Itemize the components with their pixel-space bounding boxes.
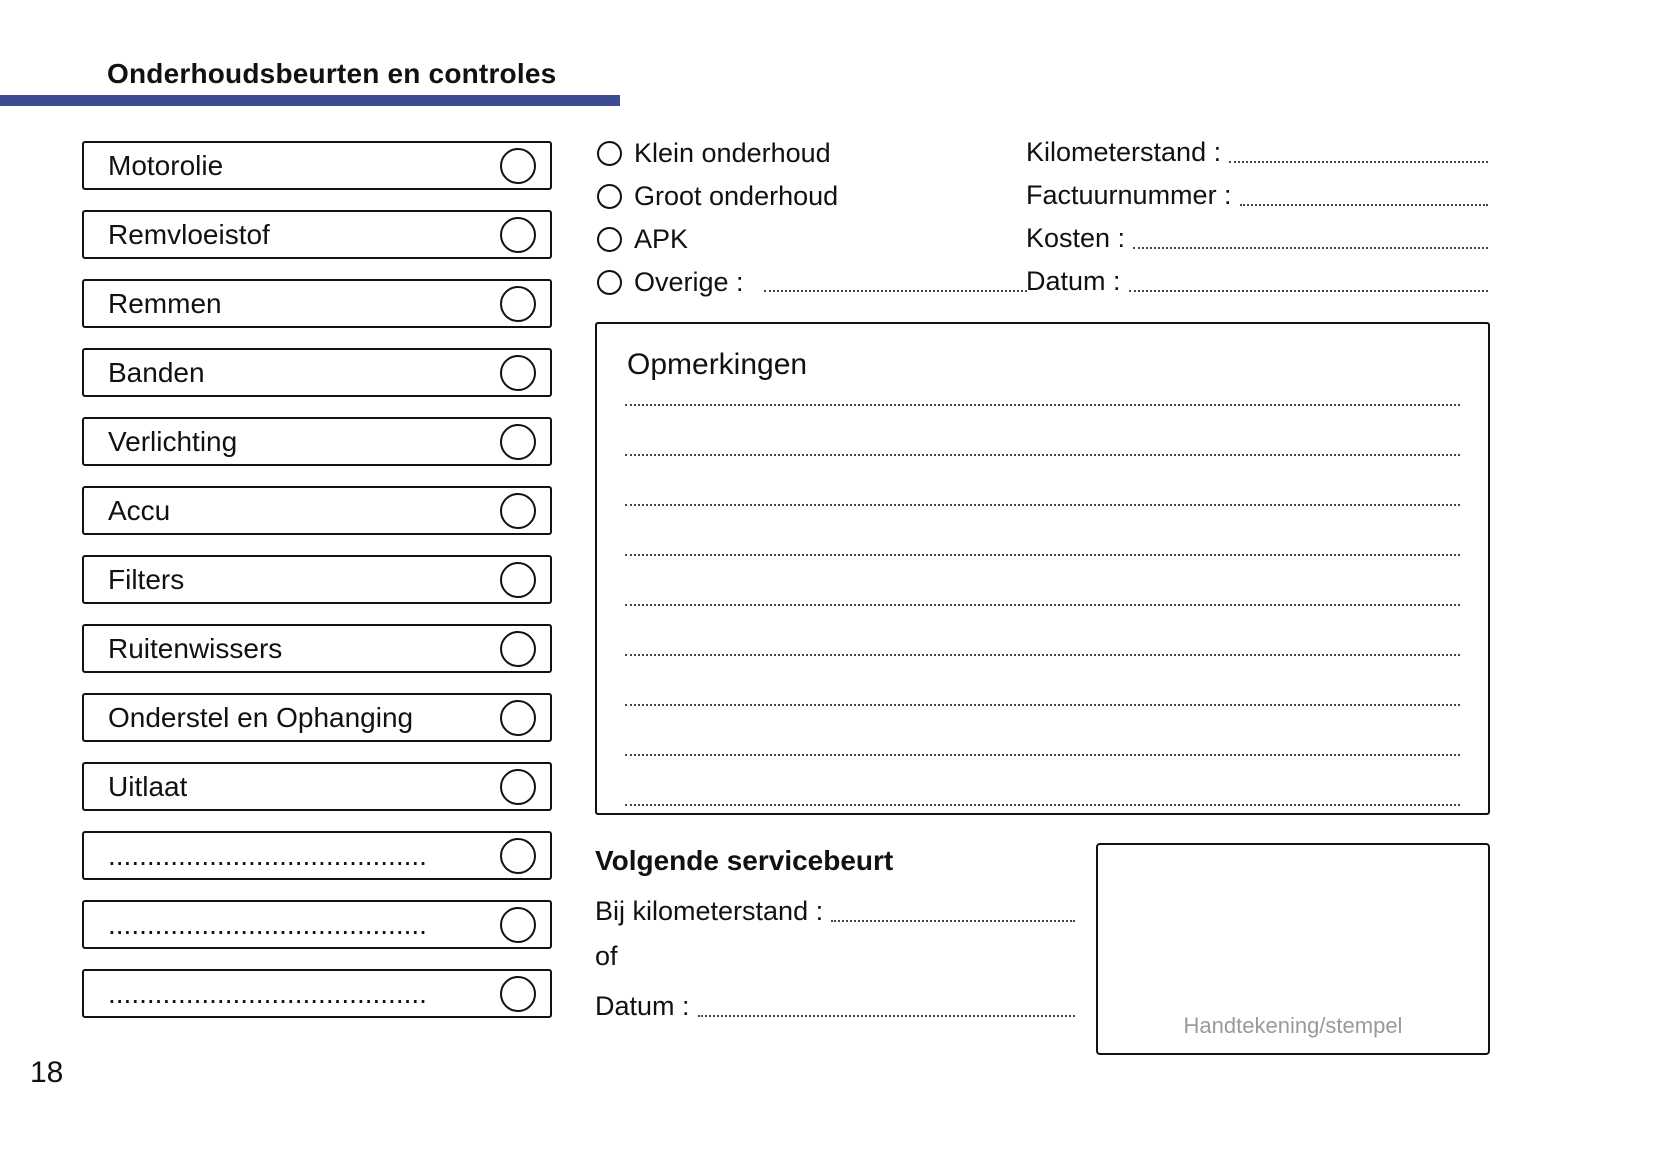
field-write-line[interactable] <box>1240 204 1488 206</box>
remarks-lines <box>625 356 1460 806</box>
check-circle[interactable] <box>500 631 536 667</box>
field-kilometerstand <box>1026 139 1488 168</box>
page-number: 18 <box>30 1056 64 1089</box>
field-label: Kosten : <box>1026 223 1126 253</box>
checklist-item-onderstel <box>82 693 552 742</box>
checklist-item-label: Uitlaat <box>108 770 188 802</box>
option-overige <box>597 268 1027 297</box>
checklist-item-uitlaat <box>82 762 552 811</box>
remarks-writing-line[interactable] <box>625 406 1460 456</box>
field-factuurnummer <box>1026 182 1488 211</box>
service-type-options <box>597 139 1027 297</box>
next-service-km-line[interactable] <box>831 920 1075 922</box>
option-label: Groot onderhoud <box>634 181 839 211</box>
checklist-item-label: Accu <box>108 494 171 526</box>
checklist-item-verlichting <box>82 417 552 466</box>
check-circle[interactable] <box>500 976 536 1012</box>
next-service-or-label: of <box>595 941 618 971</box>
checklist-item-filters <box>82 555 552 604</box>
option-klein-onderhoud <box>597 139 1027 168</box>
title-accent-bar <box>0 95 620 106</box>
checklist-item-label: Banden <box>108 356 205 388</box>
next-service-section <box>595 845 1075 1022</box>
checklist-item-remvloeistof <box>82 210 552 259</box>
remarks-writing-line[interactable] <box>625 556 1460 606</box>
signature-label: Handtekening/stempel <box>1183 1013 1403 1038</box>
option-label: Overige : <box>634 267 744 297</box>
checklist-item-motorolie <box>82 141 552 190</box>
option-groot-onderhoud <box>597 182 1027 211</box>
checklist-item-label: Verlichting <box>108 425 238 457</box>
radio-circle[interactable] <box>597 270 622 295</box>
checklist-item-ruitenwissers <box>82 624 552 673</box>
radio-circle[interactable] <box>597 227 622 252</box>
next-service-date-row <box>595 992 1075 1022</box>
checklist-item-blank-3 <box>82 969 552 1018</box>
remarks-writing-line[interactable] <box>625 756 1460 806</box>
checklist-item-writein[interactable]: ......................................... <box>108 977 427 1009</box>
radio-circle[interactable] <box>597 184 622 209</box>
maintenance-checklist <box>82 141 552 1018</box>
check-circle[interactable] <box>500 907 536 943</box>
field-write-line[interactable] <box>1129 290 1488 292</box>
remarks-writing-line[interactable] <box>625 706 1460 756</box>
next-service-km-row <box>595 897 1075 927</box>
checklist-item-label: Remvloeistof <box>108 218 270 250</box>
field-label: Datum : <box>1026 266 1121 296</box>
remarks-box <box>595 322 1490 815</box>
remarks-writing-line[interactable] <box>625 506 1460 556</box>
next-service-km-label: Bij kilometerstand : <box>595 896 824 926</box>
checklist-item-banden <box>82 348 552 397</box>
checklist-item-label: Motorolie <box>108 149 224 181</box>
checklist-item-label: Onderstel en Ophanging <box>108 701 414 733</box>
checklist-item-label: Filters <box>108 563 185 595</box>
check-circle[interactable] <box>500 562 536 598</box>
checklist-item-label: Remmen <box>108 287 222 319</box>
check-circle[interactable] <box>500 424 536 460</box>
radio-circle[interactable] <box>597 141 622 166</box>
check-circle[interactable] <box>500 217 536 253</box>
check-circle[interactable] <box>500 769 536 805</box>
checklist-item-blank-1 <box>82 831 552 880</box>
field-write-line[interactable] <box>1133 247 1488 249</box>
checklist-item-remmen <box>82 279 552 328</box>
overige-write-line[interactable] <box>764 290 1027 292</box>
checklist-item-writein[interactable]: ......................................... <box>108 839 427 871</box>
next-service-title: Volgende servicebeurt <box>595 845 894 876</box>
next-service-date-label: Datum : <box>595 991 690 1021</box>
invoice-fields <box>1026 139 1488 297</box>
check-circle[interactable] <box>500 355 536 391</box>
remarks-title: Opmerkingen <box>627 348 808 381</box>
checklist-item-accu <box>82 486 552 535</box>
field-datum <box>1026 268 1488 297</box>
next-service-date-line[interactable] <box>698 1015 1075 1017</box>
field-label: Kilometerstand : <box>1026 137 1222 167</box>
option-label: APK <box>634 224 689 254</box>
check-circle[interactable] <box>500 838 536 874</box>
check-circle[interactable] <box>500 286 536 322</box>
check-circle[interactable] <box>500 493 536 529</box>
checklist-item-blank-2 <box>82 900 552 949</box>
check-circle[interactable] <box>500 148 536 184</box>
option-label: Klein onderhoud <box>634 138 831 168</box>
field-write-line[interactable] <box>1229 161 1488 163</box>
remarks-writing-line[interactable] <box>625 606 1460 656</box>
remarks-writing-line[interactable] <box>625 656 1460 706</box>
remarks-writing-line[interactable] <box>625 356 1460 406</box>
checklist-item-label: Ruitenwissers <box>108 632 283 664</box>
remarks-writing-line[interactable] <box>625 456 1460 506</box>
check-circle[interactable] <box>500 700 536 736</box>
checklist-item-writein[interactable]: ......................................... <box>108 908 427 940</box>
option-apk <box>597 225 1027 254</box>
page-title: Onderhoudsbeurten en controles <box>107 58 557 89</box>
field-label: Factuurnummer : <box>1026 180 1232 210</box>
field-kosten <box>1026 225 1488 254</box>
signature-box[interactable] <box>1096 843 1490 1055</box>
